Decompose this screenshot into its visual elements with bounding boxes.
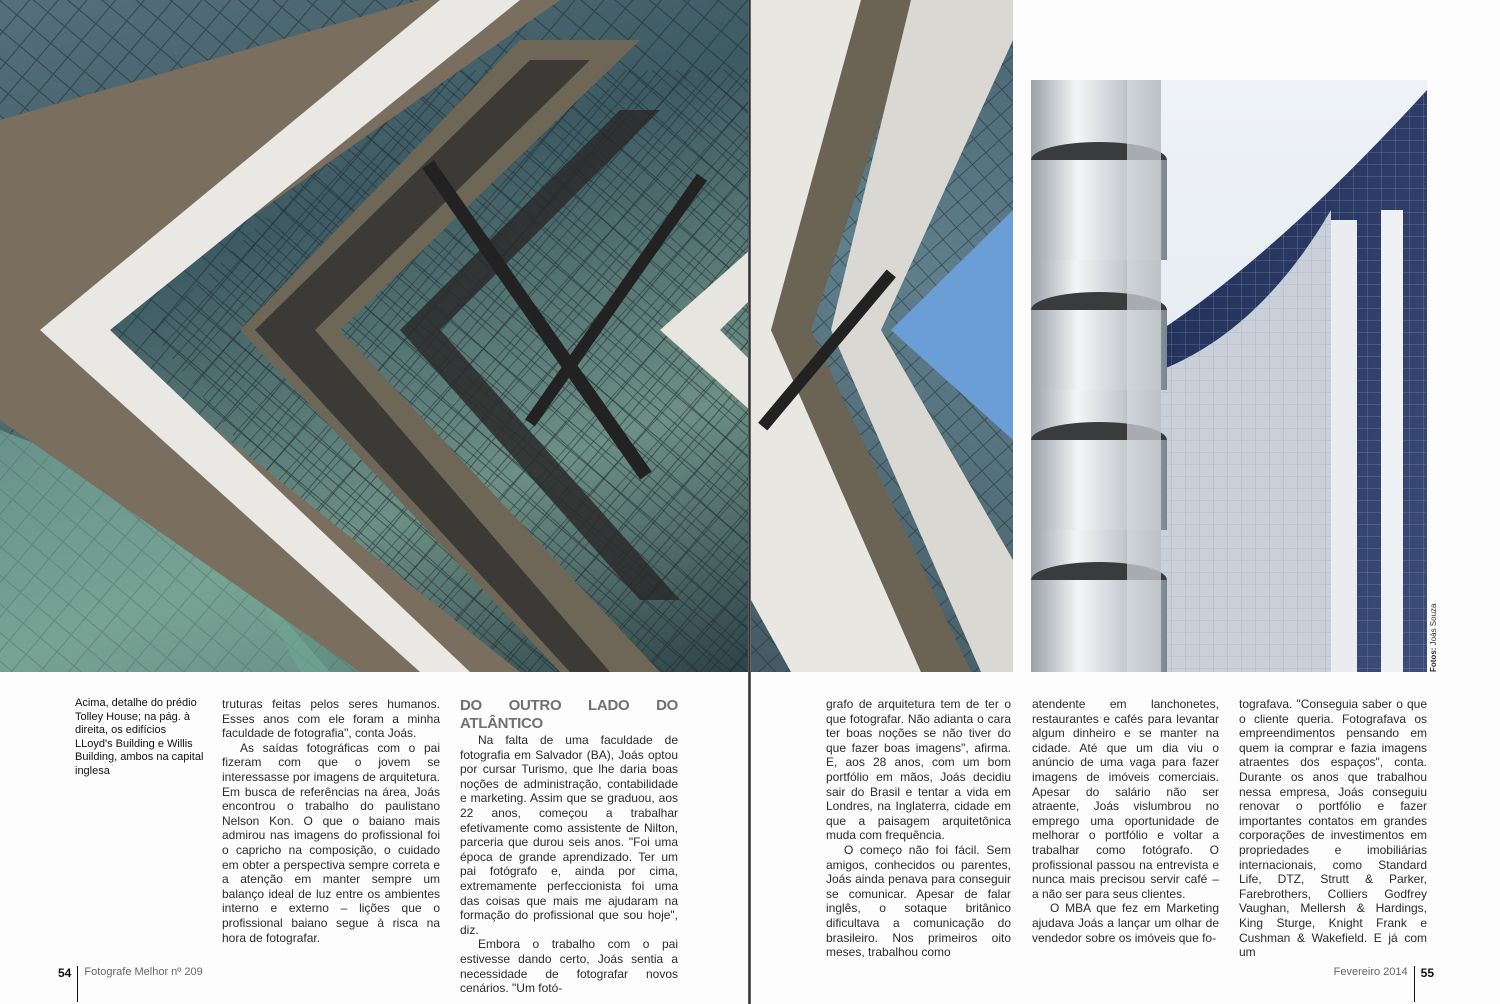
article-column-2 xyxy=(460,697,678,996)
issue-date: Fevereiro 2014 xyxy=(1333,966,1408,978)
article-column-5 xyxy=(1239,697,1427,960)
credit-label: Fotos: xyxy=(1429,647,1438,672)
right-page xyxy=(751,0,1500,1004)
paragraph: Na falta de uma faculdade de fotografia em Salvador (BA), Joás optou por cursar Turismo, que lhe daria boas noções de administração, contabilidade e marketing. Assim que se graduou, aos 22 anos, começou a trabalhar efetivamente como assistente de Nilton, parceria que durou seis anos. "Foi uma época de grande aprendizado. Ter um pai fotógrafo e, ainda por cima, extremamente perfeccionista foi uma das coisas que mais me ajudaram na formação do profissional que sou hoje", diz. xyxy=(460,733,678,937)
section-heading: DO OUTRO LADO DO ATLÂNTICO xyxy=(460,697,678,732)
magazine-title: Fotografe Melhor nº 209 xyxy=(84,966,203,978)
paragraph: O MBA que fez em Marketing ajudava Joás a lançar um olhar de vendedor sobre os imóveis que fo- xyxy=(1032,901,1219,945)
lloyds-willis-buildings-photo xyxy=(1031,80,1427,672)
article-column-1 xyxy=(222,697,440,945)
tolley-house-photo-right xyxy=(751,0,1013,672)
footer-divider xyxy=(1414,966,1415,1002)
article-column-4 xyxy=(1032,697,1219,945)
towers-illustration xyxy=(1031,80,1427,672)
paragraph: atendente em lanchonetes, restaurantes e cafés para levantar algum dinheiro e se manter na cidade. Até que um dia viu o anúncio de uma vaga para fazer imagens de imóveis comerciais. Apesar do salário não ser atraente, Joás vislumbrou no emprego uma oportunidade de melhorar o portfólio e voltar a trabalhar como fotógrafo. O profissional passou na entrevista e nunca mais precisou servir café – a não ser para seus clientes. xyxy=(1032,697,1219,901)
paragraph: O começo não foi fácil. Sem amigos, conhecidos ou parentes, Joás ainda penava para conseguir se comunicar. Apesar de falar inglês, o sotaque britânico dificultava a comunicação do brasileiro. Nos primeiros oito meses, trabalhou como xyxy=(826,842,1011,960)
page-number: 54 xyxy=(58,966,72,980)
paragraph: As saídas fotográficas com o pai fizeram com que o jovem se interessasse por imagens de arquitetura. Em busca de referências na área, Joás encontrou o trabalho do paulistano Nelson Kon. O que o baiano mais admirou nas imagens do profissional foi o capricho na composição, o cuidado em obter a perspectiva sempre correta e a atenção em manter sempre um balanço ideal de luz entre os ambientes interno e externo – lições que o profissional baiano segue à risca na hora de fotografar. xyxy=(222,740,440,945)
paragraph: truturas feitas pelos seres humanos. Esses anos com ele foram a minha faculdade de fotografia", conta Joás. xyxy=(222,697,440,741)
architecture-illustration xyxy=(751,0,1013,672)
page-number: 55 xyxy=(1420,966,1434,980)
paragraph: Embora o trabalho com o pai estivesse dando certo, Joás sentia a necessidade de fotografar novos cenários. "Um fotó- xyxy=(460,937,678,996)
credit-name: Joás Souza xyxy=(1429,603,1438,646)
right-footer xyxy=(1334,966,1434,1002)
left-footer xyxy=(58,966,203,1002)
tolley-house-photo-left xyxy=(0,0,750,672)
article-column-3 xyxy=(826,697,1011,960)
architecture-illustration xyxy=(0,0,750,672)
photo-credit xyxy=(1429,604,1438,672)
photo-caption: Acima, detalhe do prédio Tolley House; na pág. à direita, os edifícios LLoyd's Building e Willis Building, ambos na capital inglesa xyxy=(75,697,204,777)
paragraph: grafo de arquitetura tem de ter o que fotografar. Não adianta o cara ter boas noções se não tiver do que fazer boas imagens", afirma. E, aos 28 anos, com um bom portfólio em mãos, Joás decidiu sair do Brasil e tentar a vida em Londres, na Inglaterra, cidade em que a paisagem arquitetônica muda com frequência. xyxy=(826,697,1011,843)
footer-divider xyxy=(77,966,78,1002)
paragraph: tografava. "Conseguia saber o que o cliente queria. Fotografava os empreendimentos pensando em quem ia comprar e fazia imagens atraentes dos espaços", conta. Durante os anos que trabalhou nessa empresa, Joás conseguiu renovar o portfólio e fazer importantes contatos em grandes corporações de investimentos em propriedades e imobiliárias internacionais, como Standard Life, DTZ, Strutt & Parker, Farebrothers, Colliers Godfrey Vaughan, Mellersh & Hardings, King Sturge, Knight Frank e Cushman & Wakefield. E já com um xyxy=(1239,697,1427,960)
